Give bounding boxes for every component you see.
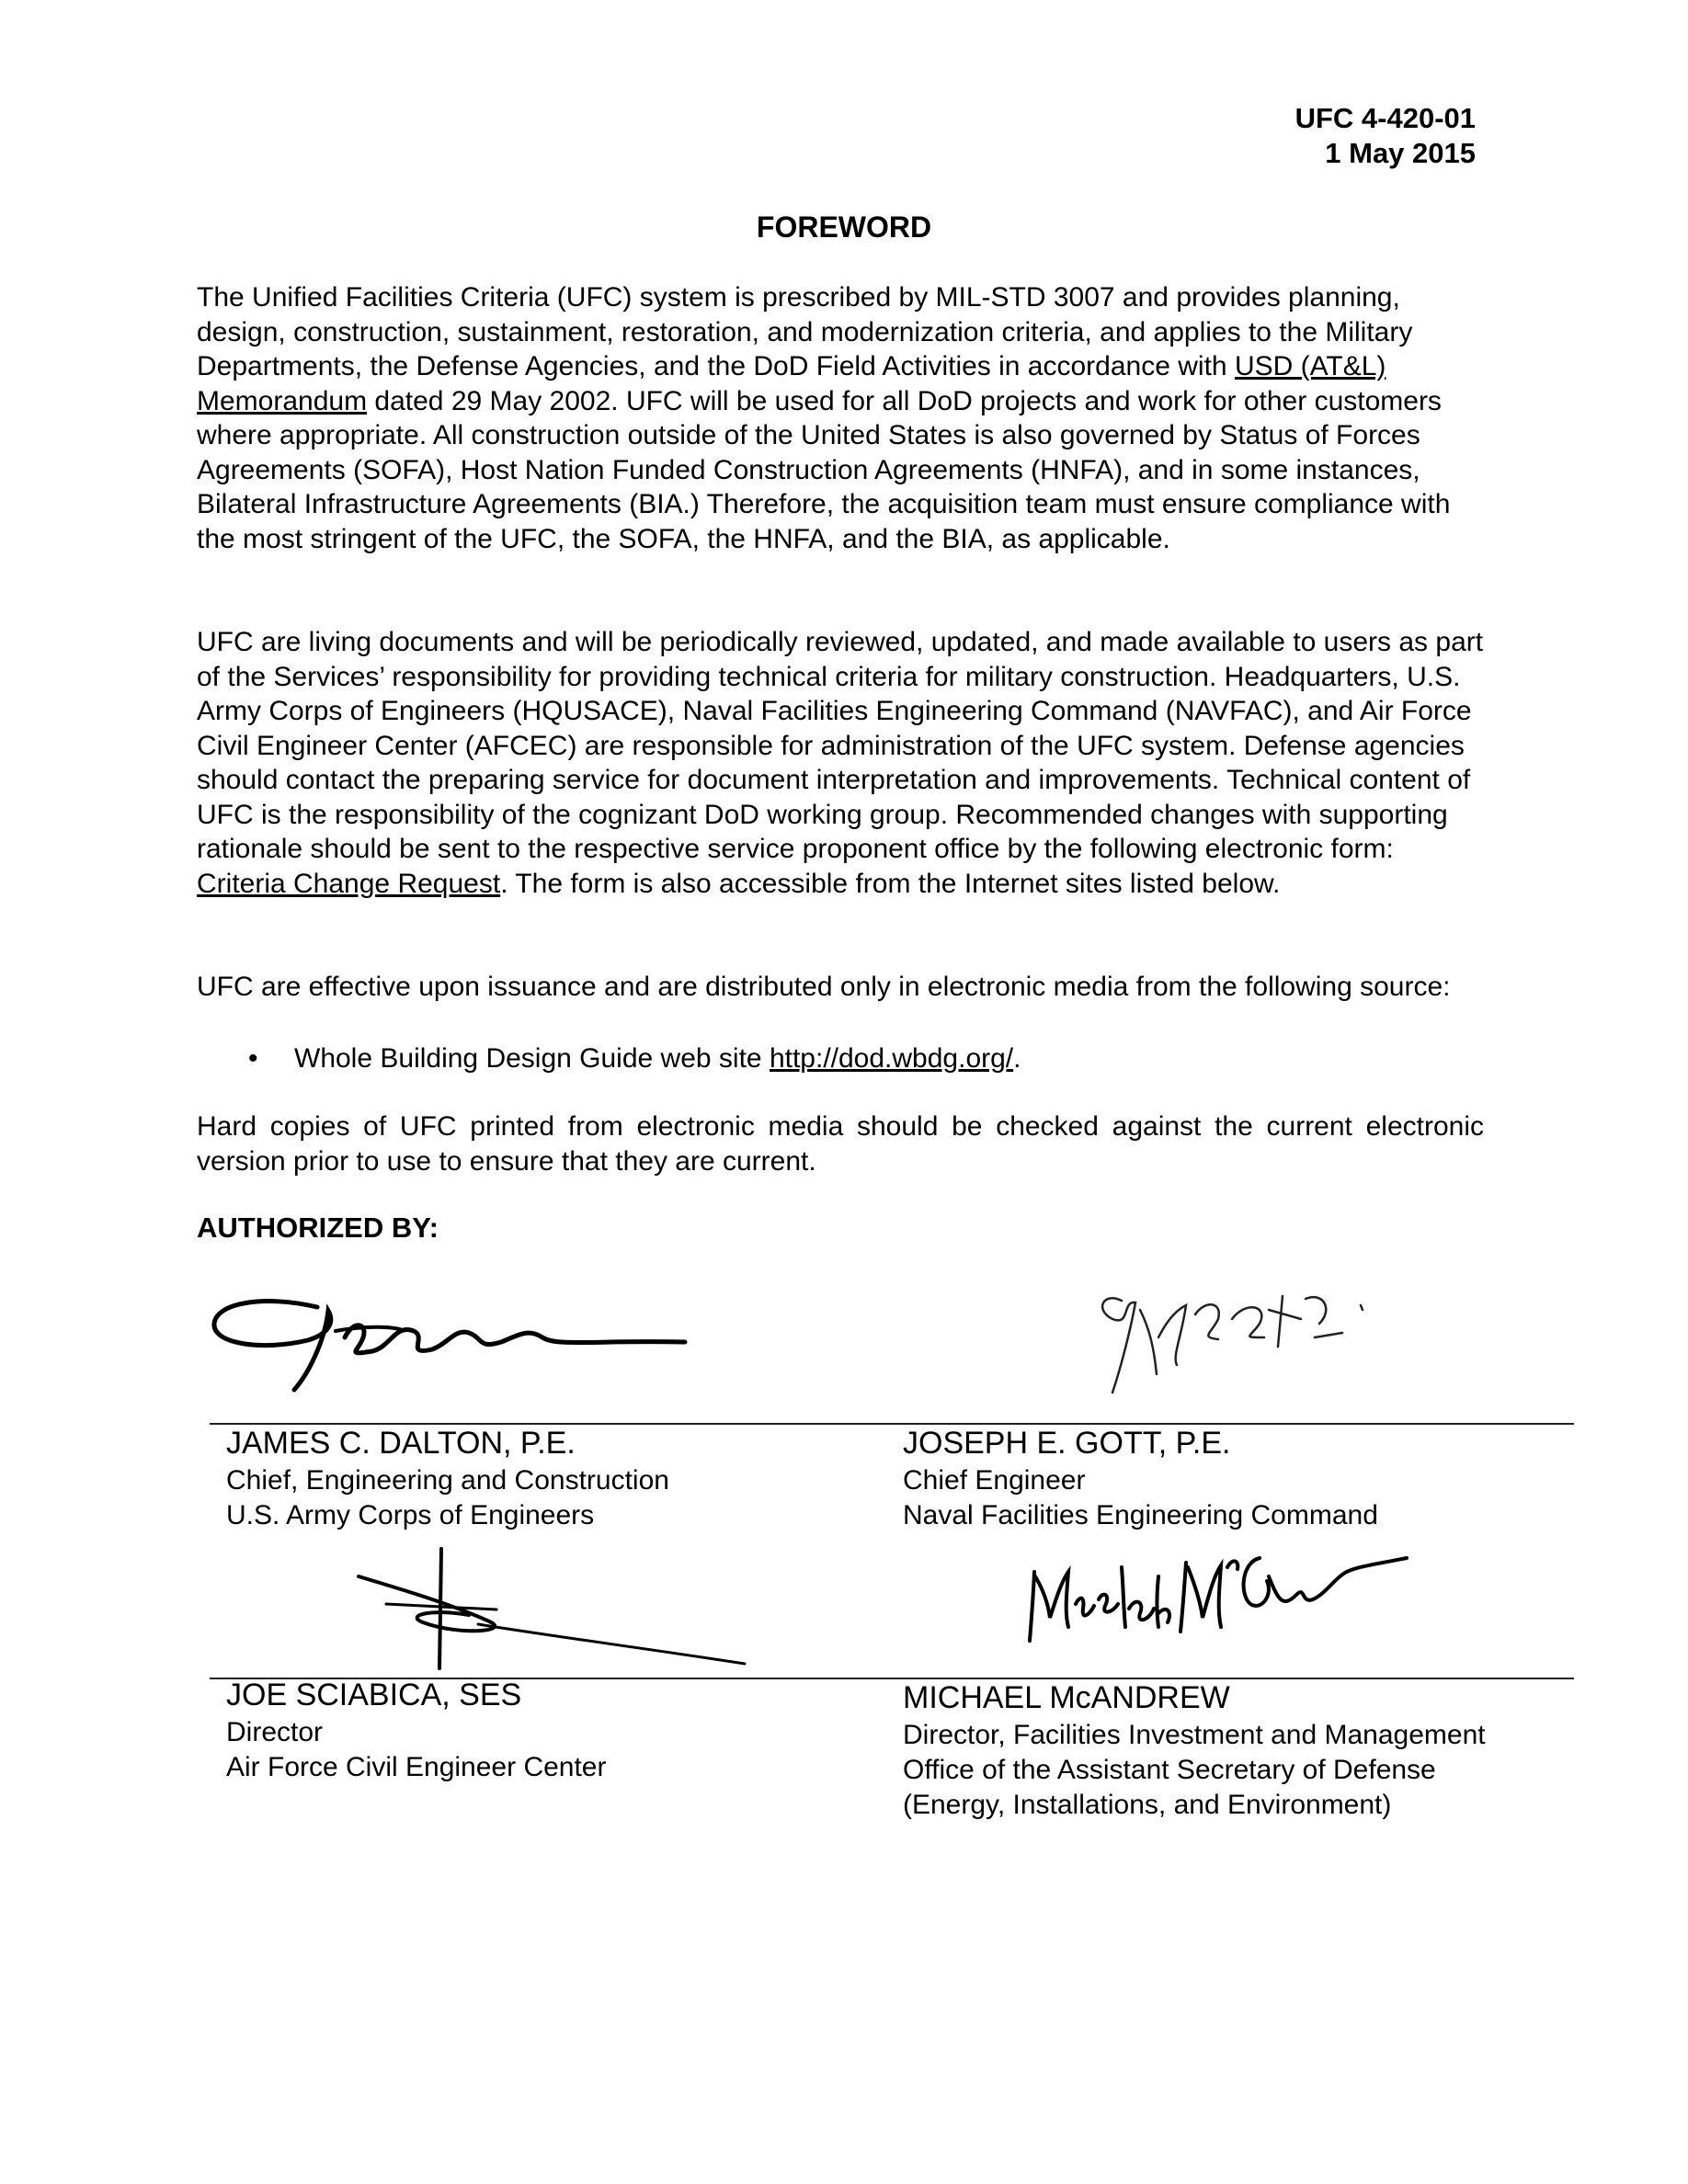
signatory-name: JAMES C. DALTON, P.E. xyxy=(226,1426,576,1461)
signatory-block-dalton xyxy=(226,1423,669,1533)
signature-mcandrew xyxy=(1021,1540,1416,1650)
page-title: FOREWORD xyxy=(756,210,932,244)
signatory-org: Air Force Civil Engineer Center xyxy=(226,1752,607,1782)
paragraph-text: dated 29 May 2002. UFC will be used for all DoD projects and work for other customers where appropriate. All construction outside of the United States is also governed by Status of Forces Agreements (SOFA), Host Nation Funded Construction Agreements (HNFA), and in some instances, Bilateral Infrastructure Agreements (BIA.) Therefore, the acquisition team must ensure compliance with the most stringent of the UFC, the SOFA, the HNFA, and the BIA, as applicable. xyxy=(197,385,1451,554)
signatory-org: Office of the Assistant Secretary of Defense xyxy=(903,1755,1436,1785)
signatory-org: U.S. Army Corps of Engineers xyxy=(226,1500,595,1530)
paragraph-text: UFC are living documents and will be periodically reviewed, updated, and made available to users as part of the Services’ responsibility for providing technical criteria for military construction. Headquarters, U.S. Army Corps of Engineers (HQUSACE), Naval Facilities Engineering Command (NAVFAC), and Air Force Civil Engineer Center (AFCEC) are responsible for administration of the UFC system. Defense agencies should contact the preparing service for document interpretation and improvements. Technical content of UFC is the responsibility of the cognizant DoD working group. Recommended changes with supporting rationale should be sent to the respective service proponent office by the following electronic form: xyxy=(197,627,1484,864)
signatory-title: Director xyxy=(226,1717,324,1747)
wbdg-link[interactable]: http://dod.wbdg.org/ xyxy=(769,1043,1014,1074)
foreword-paragraph-4: Hard copies of UFC printed from electronic media should be checked against the current electronic version prior to use to ensure that they are current. xyxy=(197,1111,1484,1177)
signatory-block-mcandrew xyxy=(903,1678,1486,1823)
bullet-punct: . xyxy=(1013,1043,1021,1074)
signature-gott xyxy=(1085,1282,1397,1402)
document-date: 1 May 2015 xyxy=(1325,137,1476,169)
signatory-title: Chief Engineer xyxy=(903,1465,1086,1496)
paragraph-text: . The form is also accessible from the Internet sites listed below. xyxy=(500,868,1281,899)
foreword-paragraph-1 xyxy=(197,280,1484,556)
signatory-block-sciabica xyxy=(226,1675,606,1785)
document-header xyxy=(1295,101,1476,171)
foreword-paragraph-2 xyxy=(197,625,1484,901)
signatory-org-detail: (Energy, Installations, and Environment) xyxy=(903,1790,1392,1820)
usd-memorandum-link[interactable]: USD (AT&L) Memorandum xyxy=(197,351,1386,416)
signatory-title: Chief, Engineering and Construction xyxy=(226,1465,669,1496)
signature-dalton xyxy=(207,1287,703,1397)
signatory-title: Director, Facilities Investment and Management xyxy=(903,1720,1486,1750)
signatory-name: JOE SCIABICA, SES xyxy=(226,1678,522,1712)
paragraph-text: The Unified Facilities Criteria (UFC) system is prescribed by MIL-STD 3007 and provides planning, design, construction, sustainment, restoration, and modernization criteria, and applies to the Military Departments, the Defense Agencies, and the DoD Field Activities in accordance with xyxy=(197,282,1413,381)
document-number: UFC 4-420-01 xyxy=(1295,102,1476,134)
list-item xyxy=(248,1041,1021,1076)
foreword-paragraph-3: UFC are effective upon issuance and are distributed only in electronic media from the following source: xyxy=(197,972,1451,1002)
bullet-text: Whole Building Design Guide web site xyxy=(294,1043,770,1074)
bullet-icon: • xyxy=(248,1043,258,1074)
signatory-name: MICHAEL McANDREW xyxy=(903,1680,1230,1715)
signatory-block-gott xyxy=(903,1423,1378,1533)
signatory-org: Naval Facilities Engineering Command xyxy=(903,1500,1378,1530)
authorized-by-heading: AUTHORIZED BY: xyxy=(197,1211,439,1244)
signature-sciabica xyxy=(349,1540,754,1678)
signatory-name: JOSEPH E. GOTT, P.E. xyxy=(903,1426,1231,1461)
criteria-change-request-link[interactable]: Criteria Change Request xyxy=(197,868,501,899)
